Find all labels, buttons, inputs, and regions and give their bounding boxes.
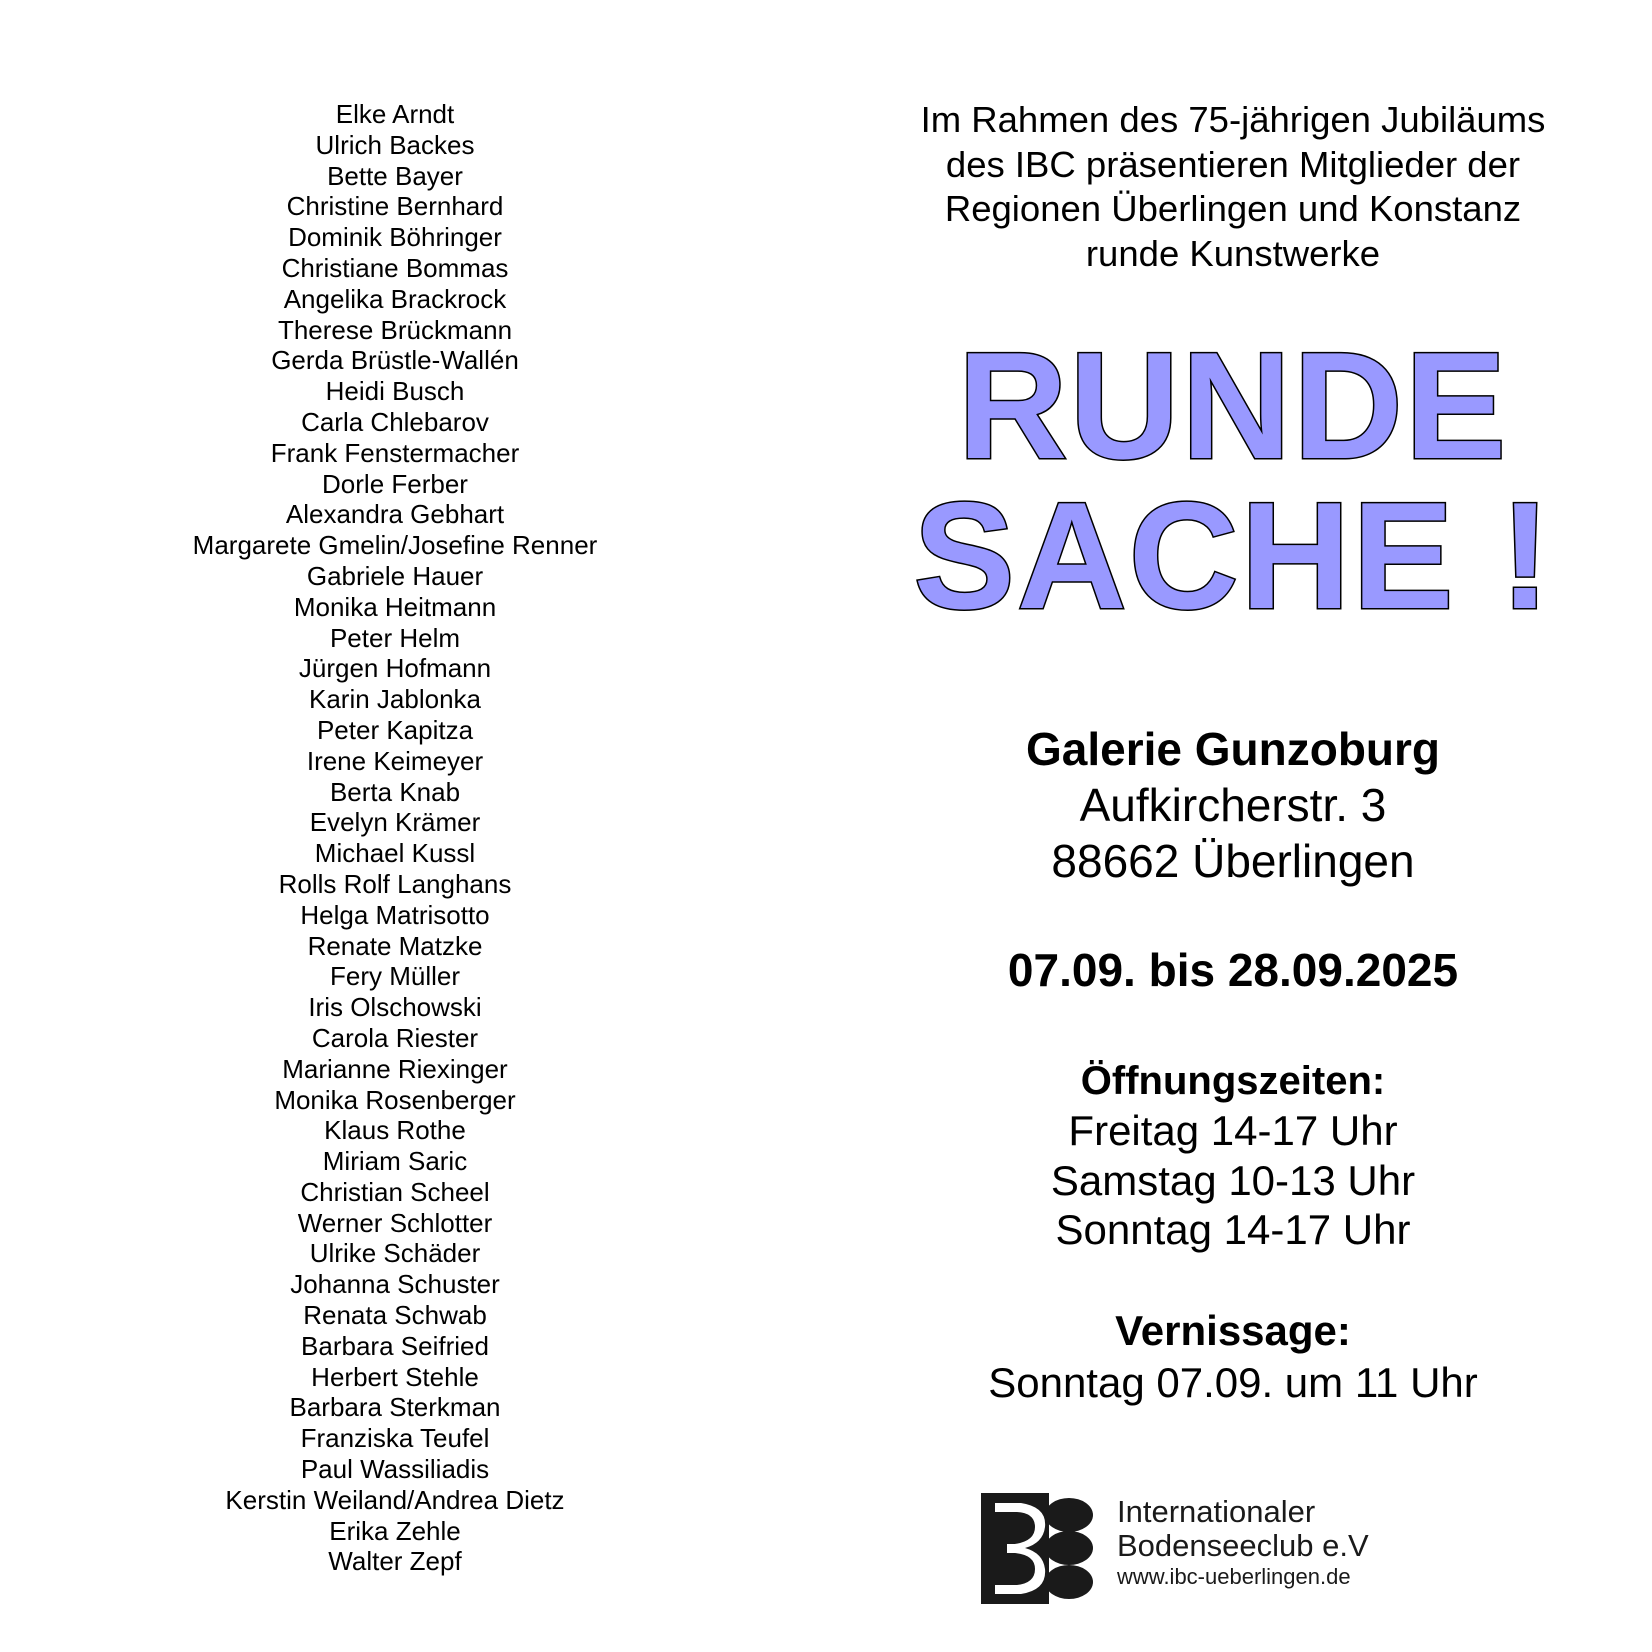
intro-line: Im Rahmen des 75-jährigen Jubiläums	[920, 99, 1546, 140]
venue-block	[843, 722, 1623, 889]
participant-name: Marianne Riexinger	[282, 1053, 508, 1084]
participant-name: Therese Brückmann	[277, 314, 513, 345]
participant-name: Bette Bayer	[327, 160, 463, 191]
participant-name: Berta Knab	[329, 776, 461, 807]
participant-name: Jürgen Hofmann	[298, 653, 492, 684]
participant-name: Frank Fenstermacher	[270, 437, 520, 468]
title-line-2: SACHE !	[913, 471, 1553, 641]
participant-name: Carola Riester	[311, 1022, 479, 1053]
participant-name: Carla Chlebarov	[301, 406, 489, 437]
participant-name: Fery Müller	[329, 961, 460, 992]
exhibition-title	[843, 321, 1623, 641]
participant-name: Iris Olschowski	[308, 992, 482, 1023]
participant-name: Peter Helm	[329, 622, 461, 653]
participant-name: Irene Keimeyer	[306, 745, 484, 776]
intro-line: Regionen Überlingen und Konstanz	[944, 188, 1522, 229]
vernissage-block	[843, 1305, 1623, 1409]
opening-hours-line: Sonntag 14-17 Uhr	[1055, 1206, 1411, 1253]
exhibition-dates: 07.09. bis 28.09.2025	[1007, 944, 1459, 996]
participant-name: Gabriele Hauer	[306, 560, 484, 591]
participant-name: Margarete Gmelin/Josefine Renner	[192, 530, 598, 561]
participant-name: Monika Rosenberger	[274, 1084, 516, 1115]
ibc-logo-icon	[981, 1493, 1093, 1604]
participant-name: Erika Zehle	[329, 1515, 461, 1546]
intro-line: des IBC präsentieren Mitglieder der	[945, 143, 1521, 185]
opening-hours-line: Freitag 14-17 Uhr	[1068, 1107, 1398, 1154]
participant-name: Klaus Rothe	[324, 1115, 466, 1146]
participant-name: Karin Jablonka	[309, 684, 481, 715]
participant-name: Peter Kapitza	[316, 714, 474, 745]
participant-name: Paul Wassiliadis	[300, 1454, 490, 1485]
ibc-logo	[981, 1493, 1401, 1605]
participant-name: Alexandra Gebhart	[285, 499, 505, 530]
venue-name: Galerie Gunzoburg	[1025, 723, 1441, 775]
participant-list	[95, 99, 695, 1577]
participant-name: Evelyn Krämer	[309, 807, 481, 838]
participant-name: Herbert Stehle	[311, 1361, 479, 1392]
participant-name: Gerda Brüstle-Wallén	[271, 345, 519, 376]
logo-line-2: Bodenseeclub e.V	[1117, 1528, 1369, 1563]
vernissage-title: Vernissage:	[1115, 1307, 1351, 1354]
participant-name: Miriam Saric	[322, 1146, 468, 1177]
participant-name: Franziska Teufel	[300, 1423, 490, 1454]
participant-name: Monika Heitmann	[293, 591, 497, 622]
participant-name: Christian Scheel	[300, 1176, 490, 1207]
participant-name: Michael Kussl	[314, 838, 476, 869]
opening-hours-title: Öffnungszeiten:	[1080, 1059, 1386, 1103]
participant-name: Ulrike Schäder	[309, 1238, 481, 1269]
participant-name: Barbara Seifried	[301, 1330, 489, 1361]
participant-name: Ulrich Backes	[315, 129, 475, 160]
venue-street: Aufkircherstr. 3	[1079, 779, 1387, 831]
vernissage-date: Sonntag 07.09. um 11 Uhr	[988, 1359, 1478, 1406]
participant-name: Christiane Bommas	[281, 252, 509, 283]
participant-name: Johanna Schuster	[290, 1269, 500, 1300]
logo-text	[1117, 1495, 1369, 1591]
participant-name: Barbara Sterkman	[289, 1392, 501, 1423]
participant-name: Renate Matzke	[307, 930, 483, 961]
title-line-1: RUNDE	[957, 321, 1509, 491]
participant-name: Angelika Brackrock	[283, 283, 507, 314]
logo-website: www.ibc-ueberlingen.de	[1117, 1564, 1351, 1589]
participant-name: Christine Bernhard	[286, 191, 504, 222]
intro-line: runde Kunstwerke	[1085, 232, 1381, 274]
participant-name: Werner Schlotter	[297, 1207, 493, 1238]
participant-name: Dorle Ferber	[322, 468, 468, 499]
opening-hours-line: Samstag 10-13 Uhr	[1050, 1156, 1416, 1204]
participant-name: Heidi Busch	[325, 376, 465, 407]
intro-text	[843, 98, 1623, 276]
opening-hours	[843, 1056, 1623, 1255]
participant-name: Helga Matrisotto	[300, 899, 490, 930]
participant-name: Dominik Böhringer	[288, 222, 502, 253]
logo-line-1: Internationaler	[1117, 1494, 1316, 1529]
participant-name: Walter Zepf	[328, 1546, 462, 1577]
venue-city: 88662 Überlingen	[1051, 835, 1415, 887]
participant-name: Rolls Rolf Langhans	[278, 868, 512, 899]
participant-name: Kerstin Weiland/Andrea Dietz	[225, 1484, 565, 1515]
participant-name: Elke Arndt	[335, 99, 455, 129]
participant-name: Renata Schwab	[303, 1300, 487, 1331]
